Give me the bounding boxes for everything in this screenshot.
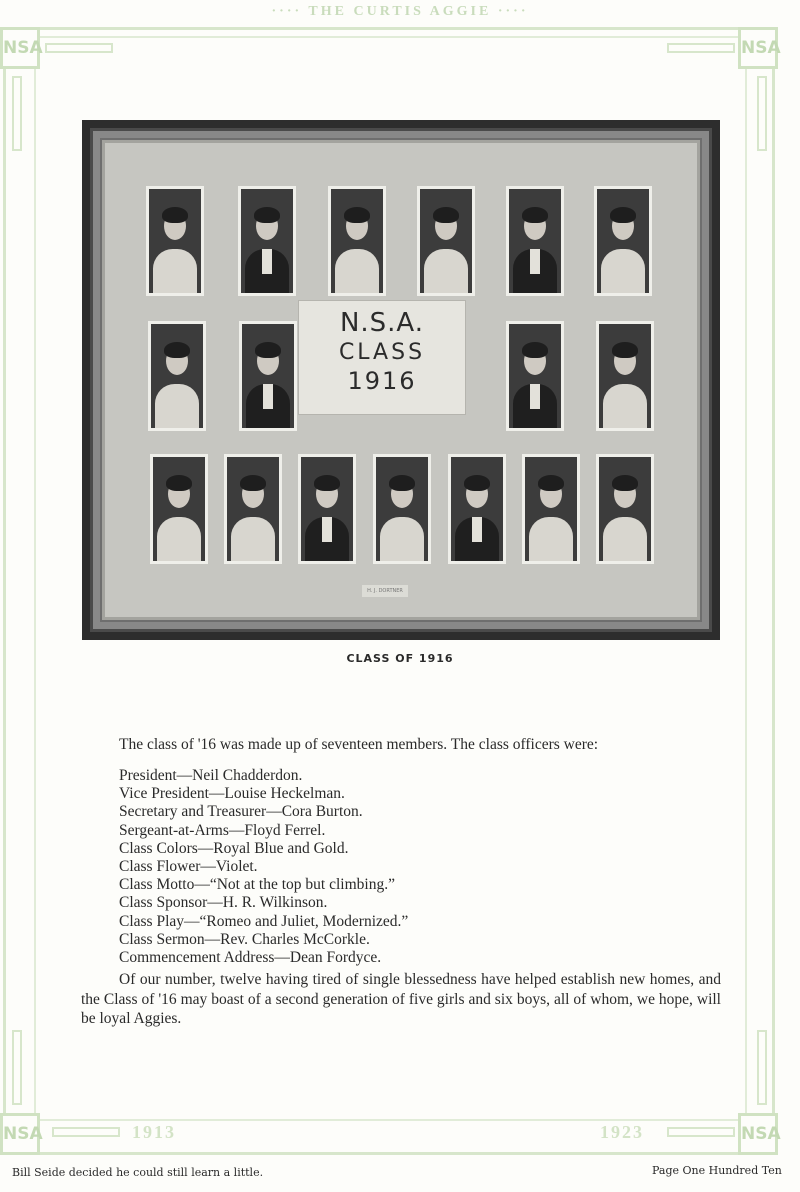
class-member-portrait bbox=[146, 186, 204, 296]
card-line-2: CLASS bbox=[338, 340, 426, 365]
header-ornament-right: ···· bbox=[497, 4, 529, 19]
corner-mark-bottom-right: NSA bbox=[738, 1113, 778, 1155]
officer-line: Class Sponsor—H. R. Wilkinson. bbox=[119, 894, 328, 912]
class-member-portrait bbox=[150, 454, 208, 564]
class-member-portrait bbox=[239, 321, 297, 431]
border-bar-right-top bbox=[757, 76, 767, 151]
footer-joke: Bill Seide decided he could still learn a little. bbox=[12, 1166, 264, 1179]
class-member-portrait bbox=[417, 186, 475, 296]
officer-line: Class Flower—Violet. bbox=[119, 858, 258, 876]
closing-paragraph: Of our number, twelve having tired of single blessedness have helped establish new homes, and the Class of '16 may boast of a second generation of five girls and six boys, all of whom, we hope, will be loyal Aggies. bbox=[81, 971, 721, 1027]
corner-mark-top-left: NSA bbox=[0, 27, 40, 69]
intro-paragraph: The class of '16 was made up of seventeen members. The class officers were: bbox=[119, 736, 599, 753]
page-number: Page One Hundred Ten bbox=[652, 1164, 782, 1177]
header-title: THE CURTIS AGGIE bbox=[308, 4, 492, 19]
border-bar-right-bottom bbox=[757, 1030, 767, 1105]
photo-frame bbox=[90, 128, 712, 632]
class-title-card bbox=[298, 300, 466, 415]
card-line-1: N.S.A. bbox=[339, 308, 425, 338]
officer-line: Vice President—Louise Heckelman. bbox=[119, 785, 345, 803]
class-member-portrait bbox=[238, 186, 296, 296]
corner-mark-top-right: NSA bbox=[738, 27, 778, 69]
class-member-portrait bbox=[448, 454, 506, 564]
border-bar-top-right bbox=[667, 43, 735, 53]
class-member-portrait bbox=[522, 454, 580, 564]
class-photo bbox=[82, 120, 720, 640]
photo-mat bbox=[102, 140, 700, 620]
class-member-portrait bbox=[594, 186, 652, 296]
class-member-portrait bbox=[298, 454, 356, 564]
officer-list bbox=[119, 767, 739, 967]
card-line-3: 1916 bbox=[347, 367, 417, 395]
corner-mark-bottom-left: NSA bbox=[0, 1113, 40, 1155]
officer-line: Secretary and Treasurer—Cora Burton. bbox=[119, 803, 363, 821]
officer-line: President—Neil Chadderdon. bbox=[119, 767, 303, 784]
officer-line: Class Play—“Romeo and Juliet, Modernized.” bbox=[119, 912, 409, 930]
officer-line: Sergeant-at-Arms—Floyd Ferrel. bbox=[119, 821, 326, 839]
header-ornament-left: ···· bbox=[271, 4, 303, 19]
border-year-left: 1913 bbox=[132, 1122, 176, 1142]
border-bar-left-top bbox=[12, 76, 22, 151]
class-member-portrait bbox=[328, 186, 386, 296]
class-member-portrait bbox=[373, 454, 431, 564]
class-member-portrait bbox=[596, 321, 654, 431]
border-bar-bottom-right bbox=[667, 1127, 735, 1137]
class-member-portrait bbox=[506, 321, 564, 431]
officer-line: Class Colors—Royal Blue and Gold. bbox=[119, 839, 349, 857]
border-bar-bottom-left bbox=[52, 1127, 120, 1137]
border-bar-top-left bbox=[45, 43, 113, 53]
border-bar-left-bottom bbox=[12, 1030, 22, 1105]
officer-line: Class Motto—“Not at the top but climbing.” bbox=[119, 876, 395, 894]
class-member-portrait bbox=[148, 321, 206, 431]
border-year-right: 1923 bbox=[600, 1122, 644, 1142]
officer-line: Class Sermon—Rev. Charles McCorkle. bbox=[119, 930, 370, 948]
class-member-portrait bbox=[596, 454, 654, 564]
photo-caption: CLASS OF 1916 bbox=[346, 652, 454, 665]
photographer-plate: H. J. DORTNER bbox=[362, 585, 408, 597]
running-header bbox=[0, 4, 800, 20]
class-member-portrait bbox=[506, 186, 564, 296]
officer-line: Commencement Address—Dean Fordyce. bbox=[119, 949, 382, 967]
class-member-portrait bbox=[224, 454, 282, 564]
